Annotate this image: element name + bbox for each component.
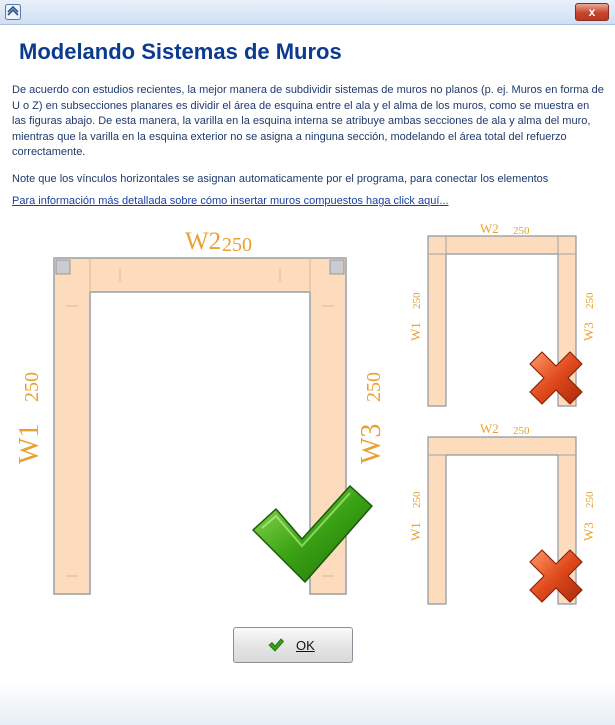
dialog-footer [0,680,615,725]
wall-diagrams [0,216,615,621]
close-icon: x [588,5,596,19]
window-menu-icon[interactable] [5,4,21,20]
dialog-title: Modelando Sistemas de Muros [19,39,342,64]
bottom-right-w2-length: 250 [513,425,530,437]
more-info-link[interactable]: Para información más detallada sobre cómo insertar muros compuestos haga click aquí... [12,195,449,207]
main-w2-length: 250 [222,234,252,256]
top-right-w2-label: W2 [480,221,499,236]
title-bar [0,0,615,25]
top-right-w1-label: W1 [408,322,423,341]
description-paragraph: De acuerdo con estudios recientes, la mejor manera de subdividir sistemas de muros no planos (p. ej. Muros en forma de U o Z) en subsecciones planares es dividir el área de esquina entre el ala y el alma de los muros, como se muestra en las figuras abajo. De esta manera, la varilla en la esquina interna se atribuye ambas secciones de ala y alma del muro, mientras que la varilla en la esquina exterior no se asigna a ninguna sección, modelando el área total del refuerzo correctamente. [12,84,604,159]
top-right-w3-length: 250 [584,292,596,309]
main-w1-label: W1 [14,423,45,464]
top-right-w1-length: 250 [411,292,423,309]
bottom-right-w3-label: W3 [581,522,596,541]
close-button[interactable] [575,3,609,21]
top-right-w2-length: 250 [513,225,530,237]
ok-button-label: OK [296,638,315,653]
main-w2-label: W2 [185,228,222,255]
bottom-right-w2-label: W2 [480,421,499,436]
checkmark-icon [268,638,284,652]
main-w3-label: W3 [356,423,387,464]
note-paragraph: Note que los vínculos horizontales se asignan automaticamente por el programa, para conectar los elementos [12,173,549,185]
ok-button[interactable] [233,627,353,663]
bottom-right-w1-label: W1 [408,522,423,541]
bottom-right-w1-length: 250 [411,491,423,508]
bottom-right-w3-length: 250 [584,491,596,508]
main-w3-length: 250 [363,372,385,402]
top-right-w3-label: W3 [581,322,596,341]
main-w1-length: 250 [21,372,43,402]
